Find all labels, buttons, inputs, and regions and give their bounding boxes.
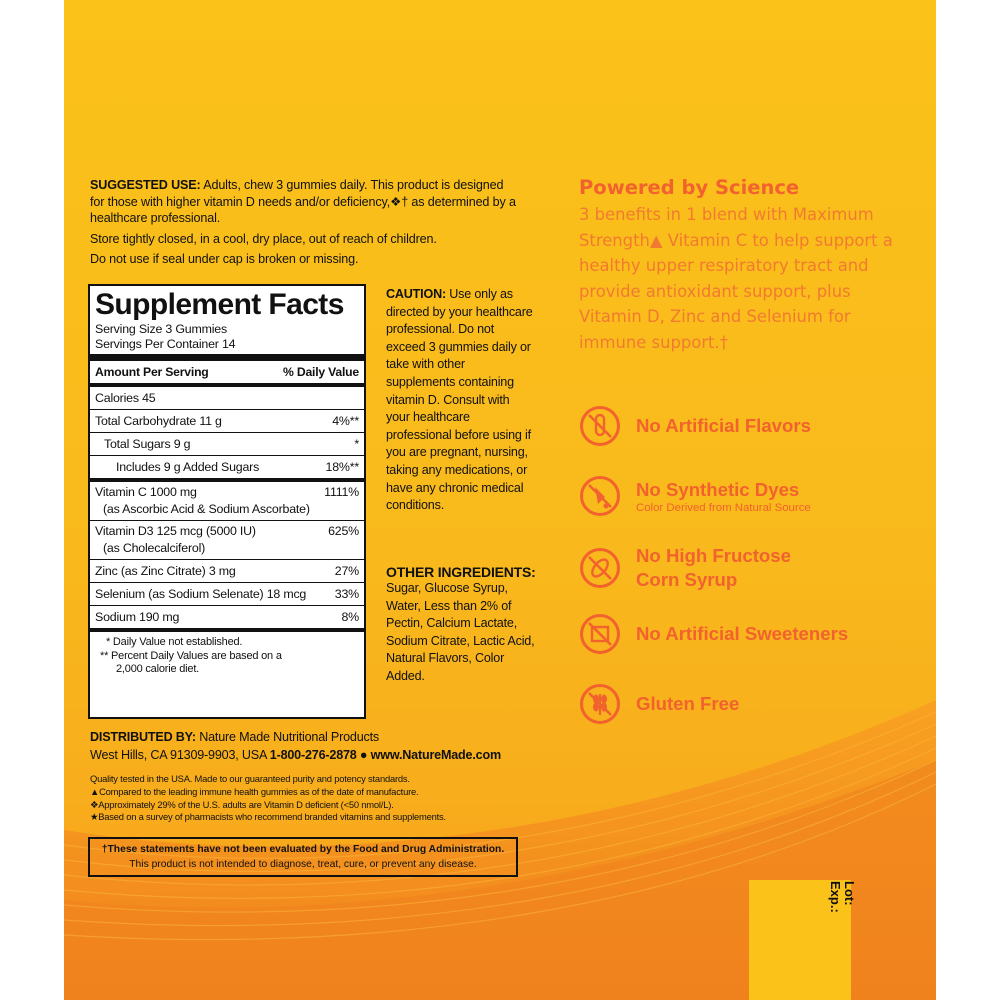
other-ingredients-heading: OTHER INGREDIENTS: — [386, 564, 536, 580]
claim-no-synthetic-dyes — [580, 476, 811, 516]
nutrient-dv: 27% — [334, 564, 359, 578]
fda-line-1: †These statements have not been evaluated by the Food and Drug Administration. — [101, 844, 505, 855]
nutrient-source: (as Ascorbic Acid & Sodium Ascorbate) — [103, 502, 310, 516]
claim-no-hfcs — [580, 544, 820, 592]
powered-body: 3 benefits in 1 blend with Maximum Strength▲ Vitamin C to help support a healthy upper respiratory tract and provide antioxidant support, plus Vitamin D, Zinc and Selenium for immune support.† — [579, 205, 893, 352]
no-test-tube-icon — [580, 406, 620, 446]
fda-line-2: This product is not intended to diagnose, treat, cure, or prevent any disease. — [129, 859, 477, 870]
supplement-facts-title: Supplement Facts — [95, 288, 344, 321]
table-row — [90, 582, 364, 605]
no-wheat-icon — [580, 684, 620, 724]
caution-heading: CAUTION: — [386, 287, 446, 301]
distributor-address: West Hills, CA 91309-9903, USA — [90, 748, 267, 762]
fine-print-line: ★Based on a survey of pharmacists who recommend branded vitamins and supplements. — [90, 811, 446, 823]
servings-per-container: Servings Per Container 14 — [95, 337, 236, 351]
claim-title: No Artificial Sweeteners — [636, 623, 849, 644]
lot-exp-text — [816, 881, 856, 951]
footnote: ** Percent Daily Values are based on a — [100, 649, 282, 662]
no-sweetener-packet-icon — [580, 614, 620, 654]
claim-title: No High Fructose Corn Syrup — [636, 545, 791, 590]
nutrient-dv: 33% — [334, 587, 359, 601]
distributor-name: Nature Made Nutritional Products — [199, 730, 380, 744]
powered-heading: Powered by Science — [579, 176, 800, 199]
powered-by-science-block — [579, 174, 899, 355]
no-dropper-icon — [580, 476, 620, 516]
bullet-icon: ● — [359, 748, 368, 762]
suggested-use-block — [90, 177, 520, 272]
lot-label: Lot: — [842, 881, 857, 906]
fine-print-line: ❖Approximately 29% of the U.S. adults are Vitamin D deficient (<50 nmol/L). — [90, 798, 394, 810]
fda-disclaimer-box — [88, 837, 518, 877]
footnote: * Daily Value not established. — [106, 636, 243, 648]
supplement-facts-panel — [88, 284, 366, 719]
caution-block — [386, 286, 536, 515]
other-ingredients-text: Sugar, Glucose Syrup, Water, Less than 2% of Pectin, Calcium Lactate, Sodium Citrate, Lactic Acid, Natural Flavors, Color Added. — [386, 581, 535, 683]
table-row — [90, 520, 364, 559]
claim-title: Gluten Free — [636, 693, 740, 714]
daily-value-header: % Daily Value — [283, 365, 359, 379]
claim-subtitle: Color Derived from Natural Source — [636, 501, 811, 514]
nutrient-dv: * — [354, 437, 359, 451]
facts-table-header — [90, 361, 364, 383]
distributor-phone: 1-800-276-2878 — [269, 748, 357, 762]
suggested-use-text: Adults, chew 3 gummies daily. This product is designed for those with higher vitamin D needs and/or deficiency,❖† as determined by a healthcare professional. — [90, 178, 516, 226]
table-row — [90, 559, 364, 582]
table-row — [90, 605, 364, 628]
fine-print-line: ▲Compared to the leading immune health gummies as of the date of manufacture. — [90, 785, 419, 797]
claim-gluten-free — [580, 684, 739, 724]
table-row — [90, 455, 364, 478]
caution-text: Use only as directed by your healthcare professional. Do not exceed 3 gummies daily or take with other supplements containing vitamin D. Consult with your healthcare professional before using if you are pregnant, nursing, taking any medications, or have any chronic medical conditions. — [386, 287, 533, 513]
table-row — [90, 387, 364, 409]
nutrient-label: Includes 9 g Added Sugars — [116, 460, 260, 474]
fine-print-line: Quality tested in the USA. Made to our guaranteed purity and potency standards. — [90, 773, 410, 784]
suggested-use-heading: SUGGESTED USE: — [90, 178, 201, 192]
nutrient-label: Vitamin C 1000 mg — [95, 485, 197, 499]
nutrient-label: Calories 45 — [95, 391, 156, 405]
nutrient-dv: 4%** — [332, 414, 359, 428]
footnote: 2,000 calorie diet. — [116, 663, 200, 675]
nutrient-dv: 18%** — [325, 460, 359, 474]
seal-warning-text: Do not use if seal under cap is broken or missing. — [90, 252, 359, 267]
nutrient-label: Sodium 190 mg — [95, 610, 180, 624]
storage-text: Store tightly closed, in a cool, dry place, out of reach of children. — [90, 231, 437, 246]
facts-footnotes — [90, 628, 364, 677]
table-row — [90, 432, 364, 455]
nutrient-label: Total Carbohydrate 11 g — [95, 414, 222, 428]
no-corn-icon — [580, 548, 620, 588]
nutrient-dv: 1111% — [324, 485, 359, 499]
nutrient-label: Zinc (as Zinc Citrate) 3 mg — [95, 564, 236, 578]
nutrient-label: Selenium (as Sodium Selenate) 18 mcg — [95, 587, 307, 601]
amount-per-serving-header: Amount Per Serving — [95, 365, 209, 379]
nutrient-dv: 625% — [328, 524, 359, 538]
nutrient-label: Vitamin D3 125 mcg (5000 IU) — [95, 524, 256, 538]
exp-label: Exp.: — [828, 881, 843, 913]
nutrient-source: (as Cholecalciferol) — [103, 541, 206, 555]
distributor-heading: DISTRIBUTED BY: — [90, 730, 196, 744]
thick-divider — [90, 354, 364, 361]
nutrient-dv: 8% — [341, 610, 359, 624]
product-label — [64, 0, 936, 1000]
claim-title: No Synthetic Dyes — [636, 478, 800, 500]
fine-print — [90, 773, 550, 824]
claim-no-artificial-flavors — [580, 406, 811, 446]
nutrient-label: Total Sugars 9 g — [104, 437, 191, 451]
table-row — [90, 409, 364, 432]
claim-title: No Artificial Flavors — [636, 415, 811, 436]
table-row — [90, 482, 364, 520]
claim-no-artificial-sweeteners — [580, 614, 848, 654]
distributor-web: www.NatureMade.com — [370, 748, 501, 762]
other-ingredients-block — [386, 564, 536, 686]
distributor-block — [90, 728, 550, 764]
serving-size: Serving Size 3 Gummies — [95, 322, 227, 336]
